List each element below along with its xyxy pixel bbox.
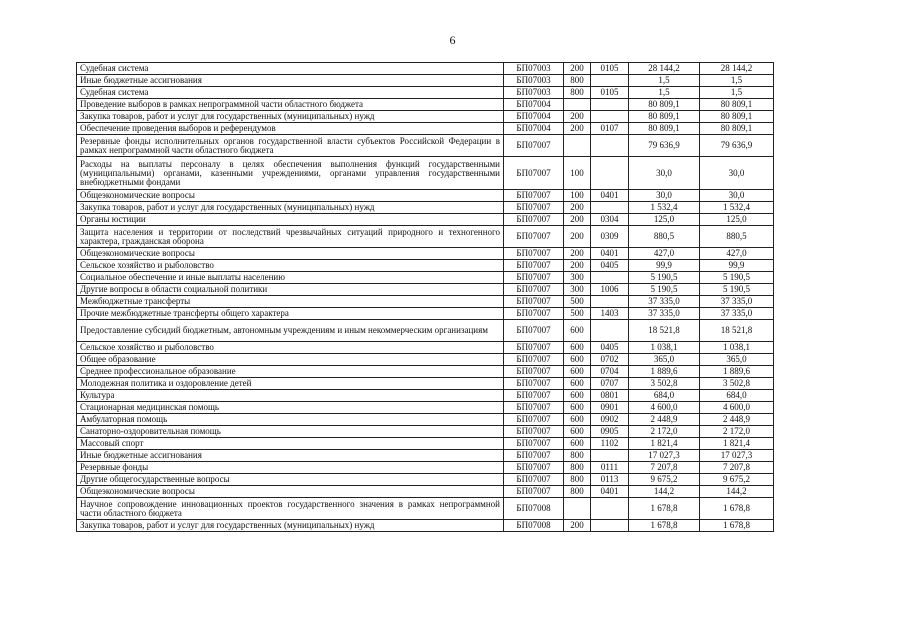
row-section-code: 1006 [591,284,629,296]
table-row [77,438,774,450]
table-row [77,248,774,260]
row-amount-2: 5 190,5 [700,272,774,284]
row-amount-2: 1 821,4 [700,438,774,450]
row-section-code [591,272,629,284]
row-expense-type: 100 [564,190,591,202]
row-amount-1: 30,0 [629,190,700,202]
table-row [77,99,774,111]
row-code: БП07007 [504,248,564,260]
row-code: БП07007 [504,474,564,486]
row-amount-1: 18 521,8 [629,320,700,342]
row-code: БП07007 [504,462,564,474]
row-amount-1: 1,5 [629,75,700,87]
row-amount-1: 37 335,0 [629,308,700,320]
row-amount-1: 80 809,1 [629,99,700,111]
row-amount-2: 1 678,8 [700,498,774,520]
row-amount-2: 1 038,1 [700,342,774,354]
row-name: Общеэкономические вопросы [77,248,504,260]
row-expense-type: 200 [564,214,591,226]
row-amount-2: 79 636,9 [700,135,774,157]
row-name: Сельское хозяйство и рыболовство [77,260,504,272]
row-expense-type: 300 [564,272,591,284]
row-expense-type: 500 [564,308,591,320]
row-code: БП07008 [504,498,564,520]
row-amount-2: 1 889,6 [700,366,774,378]
row-amount-2: 2 448,9 [700,414,774,426]
row-section-code: 0905 [591,426,629,438]
row-section-code [591,75,629,87]
row-name: Закупка товаров, работ и услуг для государственных (муниципальных) нужд [77,202,504,214]
row-code: БП07007 [504,402,564,414]
row-code: БП07007 [504,260,564,272]
table-row [77,157,774,190]
row-amount-2: 125,0 [700,214,774,226]
row-name: Защита населения и территории от последствий чрезвычайных ситуаций природного и техногенного характера, гражданская оборона [77,226,504,248]
row-amount-2: 2 172,0 [700,426,774,438]
row-expense-type: 600 [564,438,591,450]
table-row [77,63,774,75]
row-section-code [591,320,629,342]
row-code: БП07007 [504,320,564,342]
row-name: Предоставление субсидий бюджетным, автономным учреждениям и иным некоммерческим организациям [77,320,504,342]
row-amount-2: 1,5 [700,75,774,87]
row-name: Расходы на выплаты персоналу в целях обеспечения выполнения функций государственными (муниципальными) органами, казенными учреждениями, органами управления государственными внебюджетными фондами [77,157,504,190]
row-amount-2: 5 190,5 [700,284,774,296]
row-code: БП07007 [504,272,564,284]
row-code: БП07007 [504,190,564,202]
row-amount-1: 1 678,8 [629,520,700,532]
row-section-code: 0111 [591,462,629,474]
row-name: Резервные фонды исполнительных органов государственной власти субъектов Российской Федерации в рамках непрограммной части областного бюджета [77,135,504,157]
row-code: БП07007 [504,308,564,320]
row-name: Среднее профессиональное образование [77,366,504,378]
table-row [77,320,774,342]
table-row [77,135,774,157]
row-section-code: 0105 [591,87,629,99]
row-expense-type [564,135,591,157]
row-amount-1: 1,5 [629,87,700,99]
row-expense-type: 600 [564,366,591,378]
row-name: Закупка товаров, работ и услуг для государственных (муниципальных) нужд [77,520,504,532]
row-amount-1: 99,9 [629,260,700,272]
row-expense-type: 600 [564,354,591,366]
row-name: Стационарная медицинская помощь [77,402,504,414]
table-row [77,308,774,320]
row-section-code: 0401 [591,248,629,260]
row-amount-2: 80 809,1 [700,123,774,135]
row-expense-type [564,498,591,520]
row-name: Молодежная политика и оздоровление детей [77,378,504,390]
table-row [77,111,774,123]
row-expense-type: 800 [564,75,591,87]
row-amount-2: 28 144,2 [700,63,774,75]
row-section-code: 0405 [591,260,629,272]
row-expense-type: 600 [564,320,591,342]
table-row [77,342,774,354]
row-code: БП07007 [504,486,564,498]
row-name: Иные бюджетные ассигнования [77,75,504,87]
row-amount-1: 365,0 [629,354,700,366]
row-name: Закупка товаров, работ и услуг для государственных (муниципальных) нужд [77,111,504,123]
row-name: Социальное обеспечение и иные выплаты населению [77,272,504,284]
row-amount-2: 80 809,1 [700,111,774,123]
row-expense-type [564,99,591,111]
row-amount-2: 684,0 [700,390,774,402]
row-expense-type: 200 [564,520,591,532]
row-name: Судебная система [77,87,504,99]
row-amount-1: 9 675,2 [629,474,700,486]
row-code: БП07007 [504,378,564,390]
row-name: Амбулаторная помощь [77,414,504,426]
row-amount-2: 30,0 [700,190,774,202]
row-amount-1: 2 448,9 [629,414,700,426]
row-code: БП07007 [504,426,564,438]
row-code: БП07007 [504,414,564,426]
row-section-code: 0702 [591,354,629,366]
row-section-code: 0105 [591,63,629,75]
row-amount-1: 1 532,4 [629,202,700,214]
table-row [77,190,774,202]
row-code: БП07007 [504,450,564,462]
row-amount-2: 1,5 [700,87,774,99]
row-section-code: 0901 [591,402,629,414]
row-name: Проведение выборов в рамках непрограммной части областного бюджета [77,99,504,111]
row-section-code: 0401 [591,486,629,498]
table-row [77,450,774,462]
row-amount-1: 4 600,0 [629,402,700,414]
row-section-code: 0401 [591,190,629,202]
row-amount-2: 144,2 [700,486,774,498]
table-row [77,474,774,486]
row-code: БП07007 [504,438,564,450]
row-code: БП07003 [504,87,564,99]
row-amount-2: 3 502,8 [700,378,774,390]
row-section-code [591,157,629,190]
row-section-code: 0405 [591,342,629,354]
row-amount-1: 5 190,5 [629,284,700,296]
row-amount-2: 365,0 [700,354,774,366]
budget-table [76,62,774,532]
page-number: 6 [449,33,456,47]
row-amount-1: 1 038,1 [629,342,700,354]
row-section-code [591,202,629,214]
row-expense-type: 200 [564,63,591,75]
row-code: БП07004 [504,111,564,123]
row-name: Общеэкономические вопросы [77,190,504,202]
row-name: Общеэкономические вопросы [77,486,504,498]
row-amount-1: 7 207,8 [629,462,700,474]
row-name: Межбюджетные трансферты [77,296,504,308]
table-row [77,296,774,308]
row-section-code: 0113 [591,474,629,486]
row-section-code [591,135,629,157]
row-section-code [591,450,629,462]
row-section-code: 0107 [591,123,629,135]
table-row [77,414,774,426]
row-expense-type: 200 [564,111,591,123]
row-section-code: 0707 [591,378,629,390]
table-row [77,75,774,87]
row-amount-1: 30,0 [629,157,700,190]
row-amount-2: 880,5 [700,226,774,248]
row-amount-2: 9 675,2 [700,474,774,486]
row-code: БП07007 [504,342,564,354]
row-expense-type: 800 [564,450,591,462]
row-expense-type: 600 [564,390,591,402]
row-amount-2: 37 335,0 [700,296,774,308]
row-section-code: 1102 [591,438,629,450]
row-amount-2: 17 027,3 [700,450,774,462]
row-amount-1: 80 809,1 [629,111,700,123]
row-name: Резервные фонды [77,462,504,474]
row-expense-type: 600 [564,402,591,414]
row-code: БП07007 [504,214,564,226]
table-row [77,202,774,214]
row-section-code: 1403 [591,308,629,320]
row-expense-type: 800 [564,486,591,498]
row-code: БП07007 [504,284,564,296]
table-row [77,354,774,366]
table-row [77,284,774,296]
row-amount-2: 427,0 [700,248,774,260]
row-code: БП07003 [504,75,564,87]
row-section-code: 0304 [591,214,629,226]
row-expense-type: 500 [564,296,591,308]
row-code: БП07003 [504,63,564,75]
row-expense-type: 300 [564,284,591,296]
row-section-code: 0902 [591,414,629,426]
row-amount-1: 144,2 [629,486,700,498]
row-expense-type: 600 [564,414,591,426]
table-row [77,426,774,438]
table-row [77,462,774,474]
row-amount-1: 880,5 [629,226,700,248]
row-name: Органы юстиции [77,214,504,226]
table-row [77,123,774,135]
table-row [77,214,774,226]
row-expense-type: 100 [564,157,591,190]
row-amount-2: 18 521,8 [700,320,774,342]
table-row [77,498,774,520]
row-code: БП07007 [504,390,564,402]
row-amount-1: 1 889,6 [629,366,700,378]
row-expense-type: 600 [564,378,591,390]
row-amount-1: 2 172,0 [629,426,700,438]
row-name: Обеспечение проведения выборов и референдумов [77,123,504,135]
row-amount-2: 80 809,1 [700,99,774,111]
row-expense-type: 200 [564,202,591,214]
row-code: БП07007 [504,135,564,157]
row-amount-2: 1 678,8 [700,520,774,532]
row-expense-type: 200 [564,226,591,248]
row-section-code [591,498,629,520]
row-expense-type: 800 [564,462,591,474]
row-name: Другие вопросы в области социальной политики [77,284,504,296]
row-name: Другие общегосударственные вопросы [77,474,504,486]
row-section-code [591,520,629,532]
row-name: Общее образование [77,354,504,366]
row-amount-1: 17 027,3 [629,450,700,462]
row-section-code: 0309 [591,226,629,248]
row-amount-1: 37 335,0 [629,296,700,308]
row-name: Массовый спорт [77,438,504,450]
row-code: БП07007 [504,226,564,248]
row-section-code: 0801 [591,390,629,402]
row-section-code [591,111,629,123]
row-amount-1: 80 809,1 [629,123,700,135]
row-name: Научное сопровождение инновационных проектов государственного значения в рамках непрограммной части областного бюджета [77,498,504,520]
row-amount-2: 37 335,0 [700,308,774,320]
row-amount-1: 1 821,4 [629,438,700,450]
row-code: БП07007 [504,157,564,190]
row-expense-type: 200 [564,248,591,260]
row-name: Санаторно-оздоровительная помощь [77,426,504,438]
row-code: БП07007 [504,296,564,308]
row-amount-1: 3 502,8 [629,378,700,390]
table-row [77,520,774,532]
table-row [77,390,774,402]
row-expense-type: 200 [564,123,591,135]
table-row [77,260,774,272]
row-section-code: 0704 [591,366,629,378]
row-code: БП07007 [504,202,564,214]
row-amount-2: 1 532,4 [700,202,774,214]
row-name: Иные бюджетные ассигнования [77,450,504,462]
row-expense-type: 800 [564,474,591,486]
row-amount-2: 30,0 [700,157,774,190]
row-name: Судебная система [77,63,504,75]
row-section-code [591,296,629,308]
row-section-code [591,99,629,111]
table-row [77,402,774,414]
row-expense-type: 200 [564,260,591,272]
row-amount-1: 1 678,8 [629,498,700,520]
row-amount-2: 7 207,8 [700,462,774,474]
table-row [77,378,774,390]
table-row [77,87,774,99]
row-name: Культура [77,390,504,402]
row-expense-type: 800 [564,87,591,99]
row-code: БП07004 [504,123,564,135]
row-amount-1: 5 190,5 [629,272,700,284]
row-code: БП07004 [504,99,564,111]
row-amount-1: 427,0 [629,248,700,260]
row-amount-1: 684,0 [629,390,700,402]
row-amount-2: 99,9 [700,260,774,272]
row-amount-2: 4 600,0 [700,402,774,414]
row-amount-1: 79 636,9 [629,135,700,157]
row-code: БП07007 [504,354,564,366]
row-expense-type: 600 [564,426,591,438]
table-row [77,272,774,284]
row-amount-1: 125,0 [629,214,700,226]
row-name: Прочие межбюджетные трансферты общего характера [77,308,504,320]
row-expense-type: 600 [564,342,591,354]
table-row [77,366,774,378]
row-code: БП07007 [504,366,564,378]
row-name: Сельское хозяйство и рыболовство [77,342,504,354]
row-amount-1: 28 144,2 [629,63,700,75]
row-code: БП07008 [504,520,564,532]
table-row [77,486,774,498]
table-row [77,226,774,248]
